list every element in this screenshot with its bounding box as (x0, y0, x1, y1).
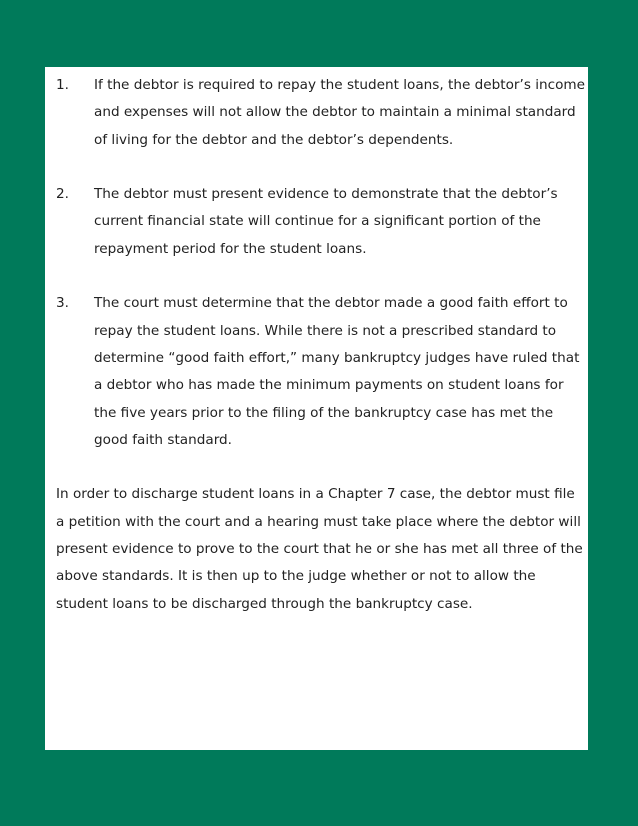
closing-paragraph: In order to discharge student loans in a Chapter 7 case, the debtor must file a petition with the court and a hearing must take place where the debtor will present evidence to prove to the court that he or she has met all three of the above standards. It is then up to the judge whether or not to allow the student loans to be discharged through the bankruptcy case. (56, 486, 583, 612)
document-content (56, 72, 586, 618)
list-item-text: The court must determine that the debtor made a good faith effort to repay the student loans. While there is not a prescribed standard to determine “good faith effort,” many bankruptcy judges have ruled that a debtor who has made the minimum payments on student loans for the five years prior to the filing of the bankruptcy case has met the good faith standard. (94, 295, 580, 448)
list-item-number: 3. (56, 295, 69, 312)
document-page (45, 67, 588, 750)
list-item-number: 2. (56, 186, 69, 203)
list-item (56, 290, 586, 454)
list-item-text: The debtor must present evidence to demonstrate that the debtor’s current financial state will continue for a significant portion of the repayment period for the student loans. (94, 186, 558, 257)
list-item-number: 1. (56, 77, 69, 93)
list-item-text: If the debtor is required to repay the student loans, the debtor’s income and expenses will not allow the debtor to maintain a minimal standard of living for the debtor and the debtor’s dependents. (94, 77, 586, 148)
list-item (56, 181, 586, 263)
list-item (56, 72, 586, 154)
